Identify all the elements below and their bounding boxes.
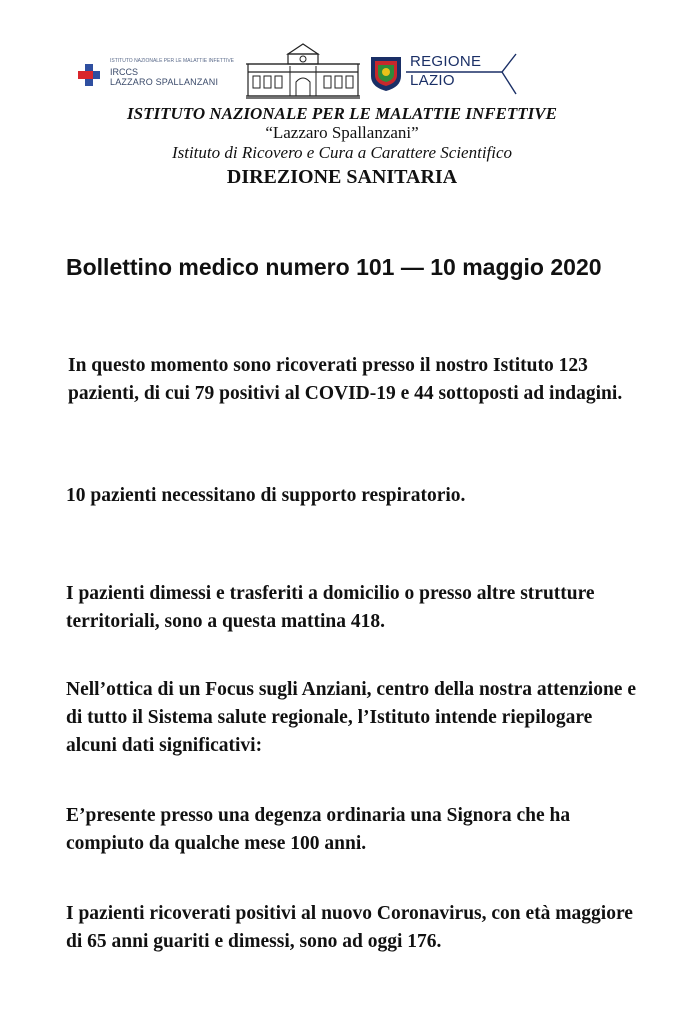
institute-subtitle: Istituto di Ricovero e Cura a Carattere Scientifico [171, 143, 513, 162]
logo-name-text: LAZZARO SPALLANZANI [110, 77, 219, 87]
department-name: DIREZIONE SANITARIA [226, 166, 458, 188]
institute-name: ISTITUTO NAZIONALE PER LE MALATTIE INFETTIVE [127, 104, 557, 123]
paragraph-elderly-focus: Nell’ottica di un Focus sugli Anziani, centro della nostra attenzione e di tutto il Sistema salute regionale, l’Istituto intende riepilogare alcuni dati significativi: [66, 679, 636, 756]
regione-lazio-logo [368, 50, 518, 98]
logo-bar [0, 40, 684, 100]
paragraph-admissions: In questo momento sono ricoverati presso il nostro Istituto 123 pazienti, di cui 79 positivi al COVID-19 e 44 sottoposti ad indagini. [68, 355, 623, 404]
paragraph-recovered-elderly: I pazienti ricoverati positivi al nuovo Coronavirus, con età maggiore di 65 anni guariti e dimessi, sono ad oggi 176. [66, 903, 633, 952]
paragraph-discharged: I pazienti dimessi e trasferiti a domicilio o presso altre strutture territoriali, sono a questa mattina 418. [66, 583, 595, 632]
lazio-name-text: LAZIO [410, 72, 455, 89]
lazio-emblem-icon [368, 54, 404, 92]
medical-cross-icon [78, 64, 100, 86]
logo-tiny-text: ISTITUTO NAZIONALE PER LE MALATTIE INFETTIVE [110, 58, 235, 64]
building-emblem-icon [244, 40, 362, 100]
bulletin-title: Bollettino medico numero 101 — 10 maggio 2020 [66, 254, 602, 280]
paragraph-respiratory: 10 pazienti necessitano di supporto respiratorio. [66, 485, 466, 506]
spallanzani-logo [78, 58, 238, 92]
institute-dedication: “Lazzaro Spallanzani” [265, 123, 419, 142]
logo-irccs-text: IRCCS [110, 67, 139, 77]
paragraph-centenarian: E’presente presso una degenza ordinaria una Signora che ha compiuto da qualche mese 100 anni. [66, 805, 571, 854]
lazio-regione-text: REGIONE [410, 53, 482, 70]
letterhead [0, 104, 684, 191]
